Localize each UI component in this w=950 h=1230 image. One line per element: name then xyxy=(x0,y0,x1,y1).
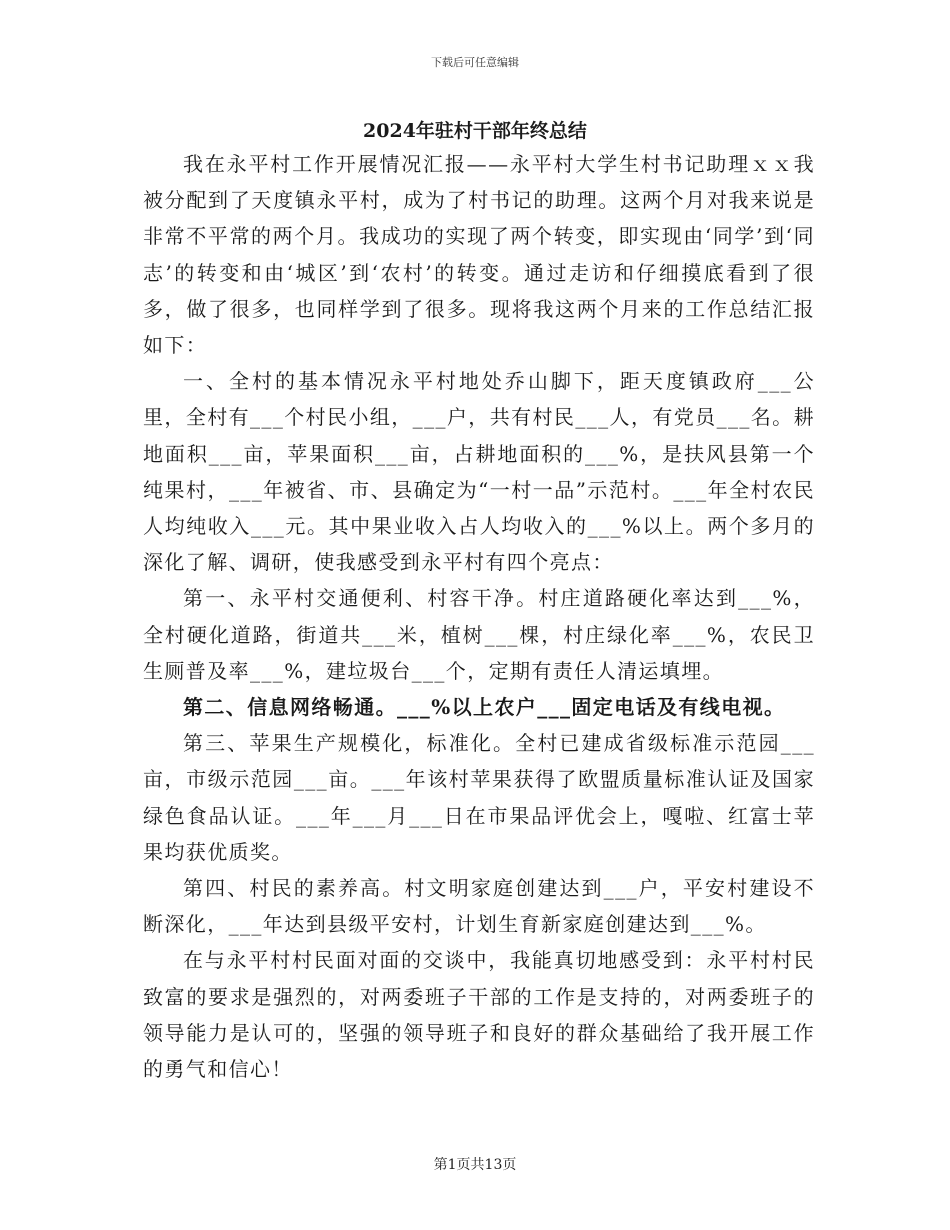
paragraph-highlight-3: 第三、苹果生产规模化，标准化。全村已建成省级标准示范园___亩，市级示范园___亩。___年该村苹果获得了欧盟质量标准认证及国家绿色食品认证。___年___月___日在市果品评优会上，嘎啦、红富士苹果均获优质奖。 xyxy=(143,731,815,864)
document-body xyxy=(143,146,815,1087)
paragraph-conclusion: 在与永平村村民面对面的交谈中，我能真切地感受到：永平村村民致富的要求是强烈的，对两委班子干部的工作是支持的，对两委班子的领导能力是认可的，坚强的领导班子和良好的群众基础给了我开展工作的勇气和信心！ xyxy=(143,948,815,1082)
paragraph-highlight-1: 第一、永平村交通便利、村容干净。村庄道路硬化率达到___%，全村硬化道路，街道共___米，植树___棵，村庄绿化率___%，农民卫生厕普及率___%，建垃圾台___个，定期有责任人清运填埋。 xyxy=(143,586,815,683)
paragraph-basic-info: 一、全村的基本情况永平村地处乔山脚下，距天度镇政府___公里，全村有___个村民小组，___户，共有村民___人，有党员___名。耕地面积___亩，苹果面积___亩，占耕地面积的___%，是扶风县第一个纯果村，___年被省、市、县确定为“一村一品”示范村。___年全村农民人均纯收入___元。其中果业收入占人均收入的___%以上。两个多月的深化了解、调研，使我感受到永平村有四个亮点： xyxy=(143,369,815,575)
header-note: 下载后可任意编辑 xyxy=(431,56,519,69)
page-title: 2024年驻村干部年终总结 xyxy=(363,120,587,142)
paragraph-intro: 我在永平村工作开展情况汇报——永平村大学生村书记助理ｘｘ我被分配到了天度镇永平村，成为了村书记的助理。这两个月对我来说是非常不平常的两个月。我成功的实现了两个转变，即实现由‘同学’到‘同志’的转变和由‘城区’到‘农村’的转变。通过走访和仔细摸底看到了很多，做了很多，也同样学到了很多。现将我这两个月来的工作总结汇报如下： xyxy=(143,152,815,358)
page-indicator: 第1页共13页 xyxy=(433,1157,517,1173)
paragraph-highlight-2: 第二、信息网络畅通。___%以上农户___固定电话及有线电视。 xyxy=(183,695,786,720)
paragraph-highlight-4: 第四、村民的素养高。村文明家庭创建达到___户，平安村建设不断深化，___年达到县级平安村，计划生育新家庭创建达到___%。 xyxy=(143,876,815,937)
